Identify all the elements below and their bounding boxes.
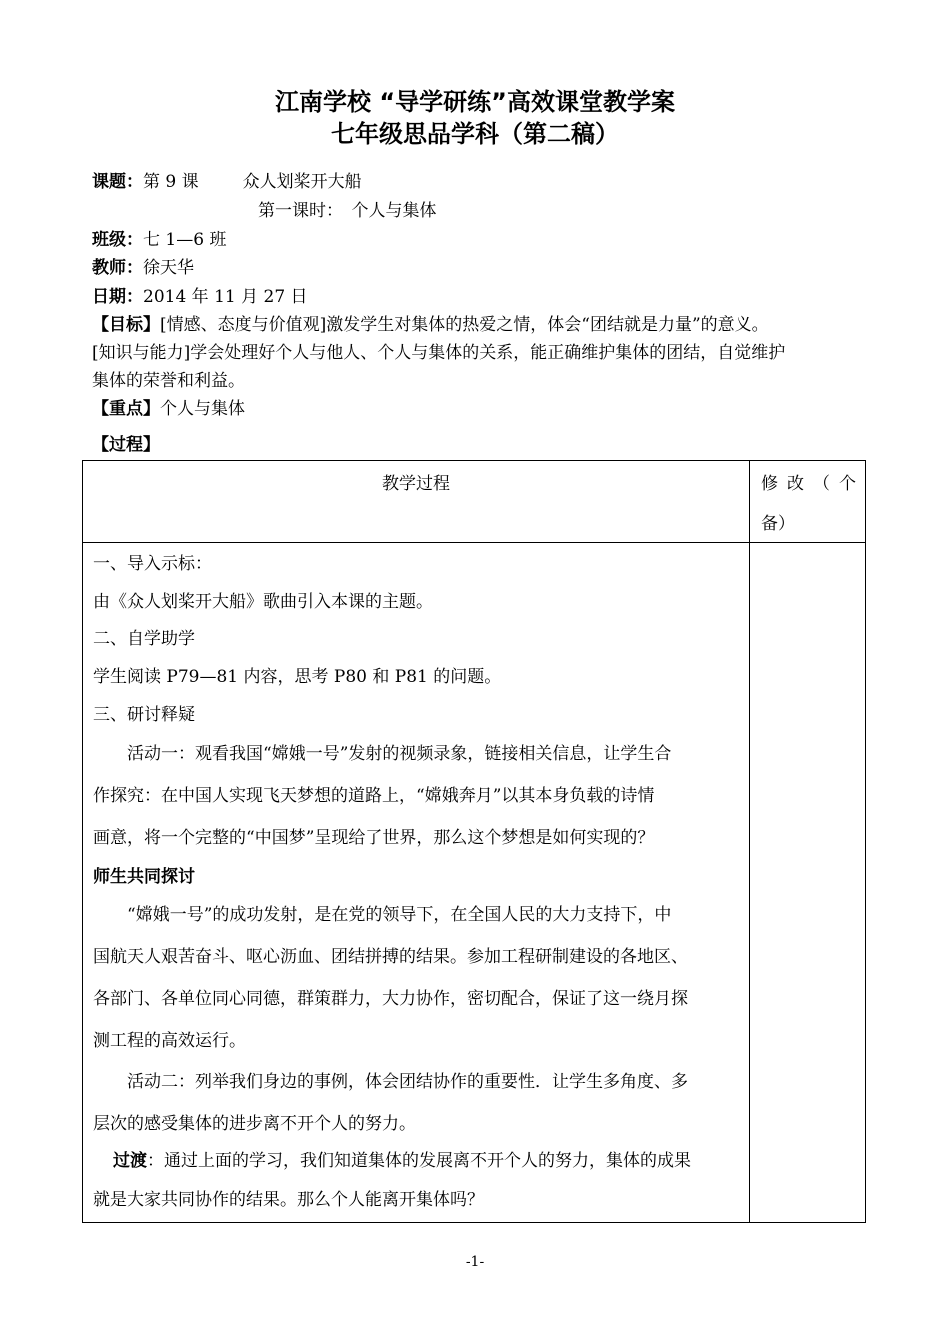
goals-text-1: [情感、态度与价值观]激发学生对集体的热爱之情，体会“团结就是力量”的意义。 [160,315,769,335]
goals-line-3: 集体的荣誉和利益。 [92,371,245,391]
class-label: 班级： [92,230,143,250]
process-line: 一、导入示标： [93,554,212,574]
process-line: 就是大家共同协作的结果。那么个人能离开集体吗？ [93,1190,484,1210]
column-divider [749,461,750,1222]
class-line [92,228,226,252]
goals-label: 【目标】 [92,315,160,335]
header-revision-char: 个 [839,474,856,494]
process-line: “嫦娥一号”的成功发射，是在党的领导下，在全国人民的大力支持下，中 [93,905,672,925]
topic-name: 众人划桨开大船 [242,172,362,192]
process-line: 各部门、各单位同心同德，群策群力，大力协作，密切配合，保证了这一绕月探 [93,989,688,1009]
document-title: 江南学校 “导学研练”高效课堂教学案 [275,88,675,116]
transition-text: ：通过上面的学习，我们知道集体的发展离不开个人的努力，集体的成果 [147,1151,691,1171]
header-divider [83,542,865,543]
focus-label: 【重点】 [92,399,160,419]
header-revision-char: 改 [787,474,804,494]
teacher-value: 徐天华 [143,258,194,278]
process-line-bold: 师生共同探讨 [93,867,195,887]
header-revision-char: （ [813,474,830,494]
process-line: 画意，将一个完整的“中国梦”呈现给了世界，那么这个梦想是如何实现的？ [93,828,655,848]
process-line: 学生阅读 P79—81 内容，思考 P80 和 P81 的问题。 [93,667,502,687]
process-line: 层次的感受集体的进步离不开个人的努力。 [93,1114,416,1134]
header-revision-line2: 备） [761,514,795,534]
process-line: 二、自学助学 [93,629,195,649]
header-teaching-process: 教学过程 [382,474,450,494]
process-line: 测工程的高效运行。 [93,1031,246,1051]
goals-line-2: [知识与能力]学会处理好个人与他人、个人与集体的关系，能正确维护集体的团结，自觉维护 [92,343,786,363]
date-label: 日期： [92,287,143,307]
focus-line [92,397,245,421]
transition-label: 过渡 [113,1151,147,1171]
teaching-process-table [82,460,866,1223]
document-subtitle: 七年级思品学科（第二稿） [331,120,619,148]
process-line: 由《众人划桨开大船》歌曲引入本课的主题。 [93,592,433,612]
process-line: 国航天人艰苦奋斗、呕心沥血、团结拼搏的结果。参加工程研制建设的各地区、 [93,947,688,967]
goals-line-1 [92,313,769,337]
teacher-label: 教师： [92,258,143,278]
topic-lesson: 第 9 课 [143,172,199,192]
date-line [92,285,308,309]
process-line: 活动二：列举我们身边的事例，体会团结协作的重要性．让学生多角度、多 [93,1072,688,1092]
process-line: 作探究：在中国人实现飞天梦想的道路上，“嫦娥奔月”以其本身负载的诗情 [93,786,655,806]
date-value: 2014 年 11 月 27 日 [143,287,308,307]
header-revision-char: 修 [761,474,778,494]
process-line: 活动一：观看我国“嫦娥一号”发射的视频录象，链接相关信息，让学生合 [93,744,672,764]
process-line: 三、研讨释疑 [93,705,195,725]
subtopic-line: 第一课时： 个人与集体 [258,201,437,221]
focus-value: 个人与集体 [160,399,245,419]
header-revision [761,469,856,494]
transition-line [113,1146,743,1171]
process-label: 【过程】 [92,435,160,455]
page-number: -1- [465,1254,485,1270]
teacher-line [92,256,194,280]
class-value: 七 1—6 班 [143,230,227,250]
topic-label: 课题： [92,172,143,192]
topic-line [92,170,362,194]
